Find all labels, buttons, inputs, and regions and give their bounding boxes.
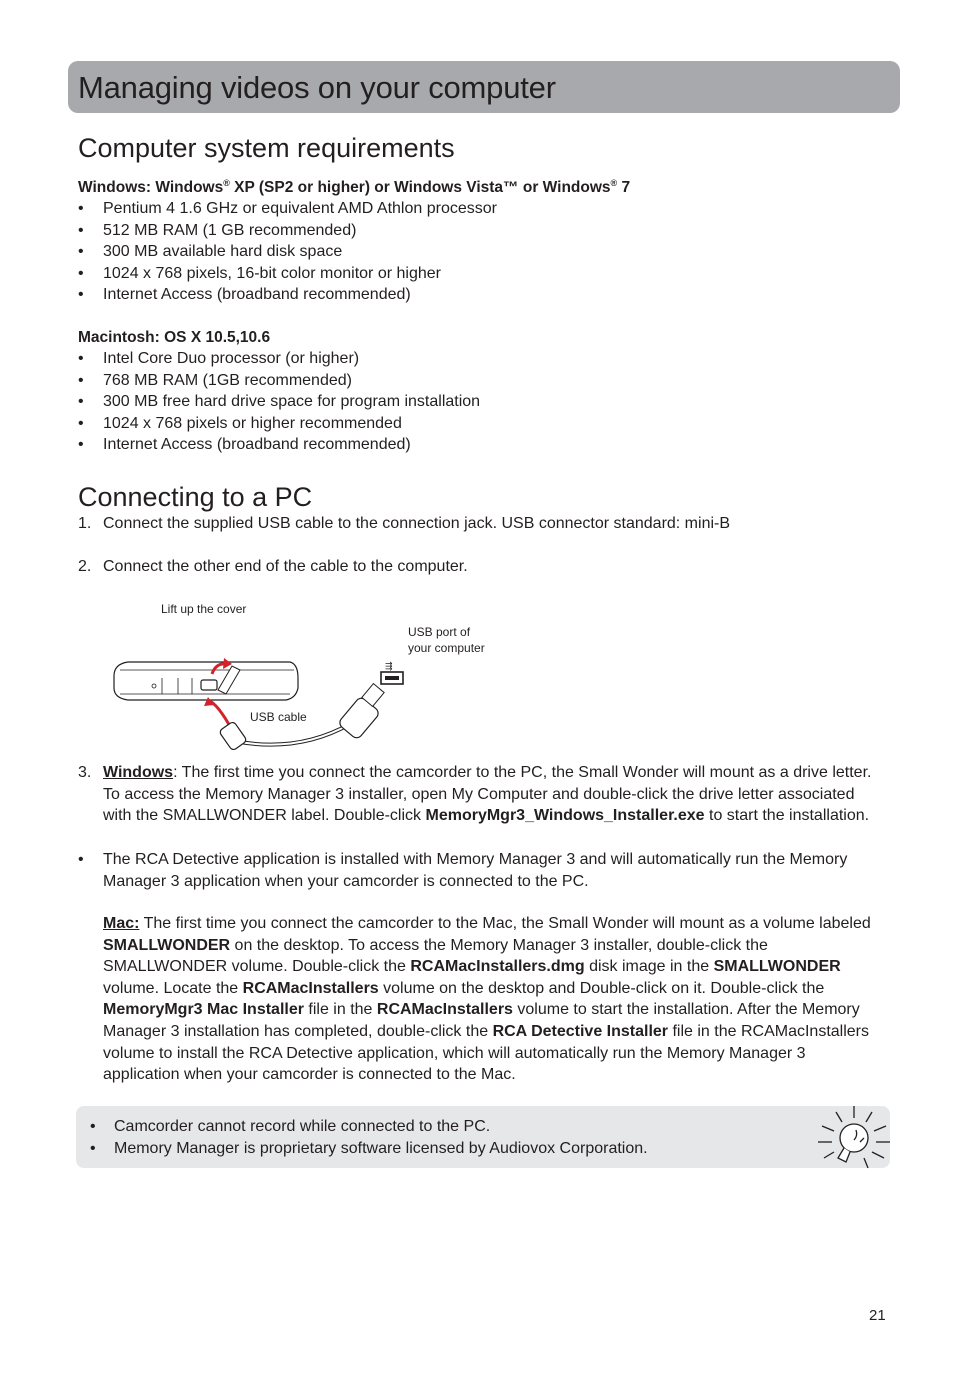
step-text: Connect the other end of the cable to the computer. bbox=[103, 558, 468, 575]
note-item: • Camcorder cannot record while connected to the PC. bbox=[90, 1116, 648, 1138]
detective-note bbox=[78, 849, 878, 892]
list-item: • 768 MB RAM (1GB recommended) bbox=[78, 370, 480, 392]
usb-connection-diagram bbox=[100, 600, 520, 760]
step-3 bbox=[78, 762, 878, 827]
step-number: 2. bbox=[78, 558, 92, 575]
list-item: • 1024 x 768 pixels or higher recommended bbox=[78, 413, 480, 435]
usb-port-label-line1: USB port of bbox=[408, 625, 471, 639]
page-title-banner bbox=[68, 61, 900, 113]
mac-label: Mac: bbox=[103, 915, 140, 932]
list-item: • 512 MB RAM (1 GB recommended) bbox=[78, 220, 497, 242]
mac-requirements-heading: Macintosh: OS X 10.5,10.6 bbox=[78, 329, 271, 346]
windows-instructions: Windows: The first time you connect the camcorder to the PC, the Small Wonder will mount as a drive letter. To access the Memory Manager 3 installer, open My Computer and double-click the drive letter associated with the SMALLWONDER label. Double-click MemoryMgr3_Windows_Installer.exe to start the installation. bbox=[103, 764, 872, 825]
step-2 bbox=[78, 556, 878, 578]
mac-instructions: Mac: The first time you connect the camcorder to the Mac, the Small Wonder will mount as a volume labeled SMALLWONDER on the desktop. To access the Memory Manager 3 installer, double-click the SMALLWONDER volume. Double-click the RCAMacInstallers.dmg disk image in the SMALLWONDER volume. Locate the RCAMacInstallers volume on the desktop and Double-click on it. Double-click the MemoryMgr3 Mac Installer file in the RCAMacInstallers volume to start the installation. After the Memory Manager 3 installation has completed, double-click the RCA Detective Installer file in the RCAMacInstallers volume to install the RCA Detective application, which will automatically run the Memory Manager 3 application when your camcorder is connected to the Mac. bbox=[103, 915, 871, 1084]
lift-cover-label: Lift up the cover bbox=[161, 602, 247, 616]
note-list bbox=[90, 1116, 648, 1159]
step-number: 3. bbox=[78, 764, 92, 781]
page-number: 21 bbox=[869, 1307, 886, 1324]
step-number: 1. bbox=[78, 515, 92, 532]
requirements-title: Computer system requirements bbox=[78, 133, 455, 163]
windows-label: Windows bbox=[103, 764, 174, 781]
list-item: • Internet Access (broadband recommended) bbox=[78, 284, 497, 306]
mac-requirements-list bbox=[78, 348, 480, 456]
list-item: • 300 MB available hard disk space bbox=[78, 241, 497, 263]
step-1 bbox=[78, 513, 878, 535]
step-text: Connect the supplied USB cable to the connection jack. USB connector standard: mini-B bbox=[103, 515, 731, 532]
usb-cable-label: USB cable bbox=[250, 710, 307, 724]
svg-text:⇶: ⇶ bbox=[385, 662, 393, 672]
detective-text: The RCA Detective application is installed with Memory Manager 3 and will automatically run the Memory Manager 3 application when your camcorder is connected to the PC. bbox=[103, 851, 848, 890]
connecting-title: Connecting to a PC bbox=[78, 482, 313, 512]
note-box bbox=[76, 1106, 890, 1168]
bullet: • bbox=[78, 851, 84, 868]
camcorder-illustration bbox=[100, 600, 520, 760]
list-item: • 1024 x 768 pixels, 16-bit color monitor or higher bbox=[78, 263, 497, 285]
list-item: • 300 MB free hard drive space for program installation bbox=[78, 391, 480, 413]
lightbulb-icon bbox=[812, 1100, 896, 1182]
list-item: • Internet Access (broadband recommended) bbox=[78, 434, 480, 456]
list-item: • Intel Core Duo processor (or higher) bbox=[78, 348, 480, 370]
usb-port-label-line2: your computer bbox=[408, 641, 485, 655]
windows-requirements-list bbox=[78, 198, 497, 306]
note-item: • Memory Manager is proprietary software licensed by Audiovox Corporation. bbox=[90, 1138, 648, 1160]
windows-requirements-heading: Windows: Windows® XP (SP2 or higher) or Windows Vista™ or Windows® 7 bbox=[78, 178, 631, 197]
list-item: • Pentium 4 1.6 GHz or equivalent AMD Athlon processor bbox=[78, 198, 497, 220]
page-title: Managing videos on your computer bbox=[78, 70, 556, 105]
